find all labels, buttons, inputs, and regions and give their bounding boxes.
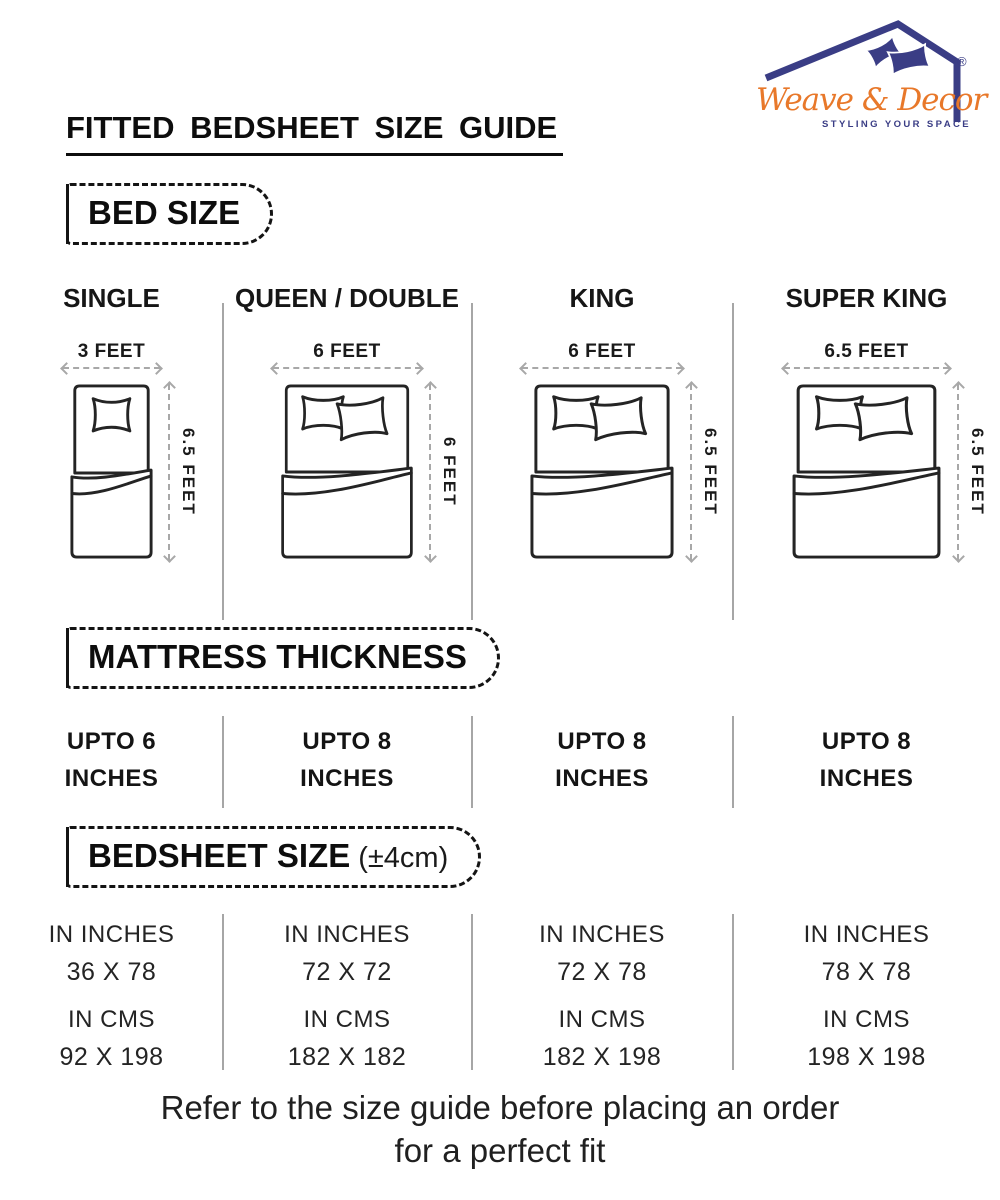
tolerance-note: (±4cm) bbox=[358, 842, 449, 874]
sheet-inches-label: IN INCHES bbox=[48, 921, 175, 948]
column-divider bbox=[732, 716, 734, 808]
bed-column-single bbox=[0, 283, 223, 623]
bed-height-label: 6.5 FEET bbox=[968, 428, 987, 516]
sheet-inches-label: IN INCHES bbox=[284, 921, 410, 948]
sheet-inches-label: IN INCHES bbox=[803, 921, 930, 948]
sheet-cms-value: 92 X 198 bbox=[59, 1043, 164, 1071]
bed-height-label: 6.5 FEET bbox=[179, 428, 198, 516]
bed-column-king bbox=[471, 283, 733, 623]
height-arrow bbox=[690, 384, 692, 560]
column-divider bbox=[222, 914, 224, 1070]
bed-width-label: 6 FEET bbox=[313, 341, 381, 362]
bed-name: SINGLE bbox=[63, 283, 160, 313]
sheet-size-king bbox=[471, 908, 733, 1072]
bed-name: QUEEN / DOUBLE bbox=[235, 283, 459, 313]
sheet-inches-value: 72 X 78 bbox=[557, 958, 647, 986]
sheet-cms-label: IN CMS bbox=[68, 1006, 155, 1033]
bedsheet-size-section bbox=[0, 908, 1000, 1072]
footer-line-2: for a perfect fit bbox=[394, 1132, 606, 1169]
sheet-cms-value: 182 X 182 bbox=[287, 1043, 407, 1071]
mattress-value-super-king: UPTO 8 INCHES bbox=[819, 728, 914, 792]
sheet-inches-value: 78 X 78 bbox=[821, 958, 912, 986]
sheet-cms-value: 182 X 198 bbox=[542, 1043, 662, 1071]
width-arrow bbox=[273, 367, 421, 369]
mattress-thickness-section bbox=[0, 712, 1000, 808]
column-divider bbox=[732, 914, 734, 1070]
bed-height-label: 6.5 FEET bbox=[701, 428, 720, 516]
sheet-cms-label: IN CMS bbox=[823, 1006, 910, 1033]
bed-column-queen-double bbox=[223, 283, 471, 623]
bed-diagram-double bbox=[279, 384, 415, 560]
footer-line-1: Refer to the size guide before placing an order bbox=[160, 1089, 840, 1126]
mattress-value-single: UPTO 6 INCHES bbox=[64, 728, 159, 792]
sheet-inches-value: 36 X 78 bbox=[66, 958, 157, 986]
sheet-cms-value: 198 X 198 bbox=[807, 1043, 926, 1071]
height-arrow bbox=[168, 384, 170, 560]
section-label-bedsheet-size: BEDSHEET SIZE (±4cm) bbox=[66, 826, 481, 888]
sheet-size-super-king bbox=[733, 908, 1000, 1072]
width-arrow bbox=[784, 367, 949, 369]
width-arrow bbox=[63, 367, 160, 369]
bed-name: KING bbox=[569, 283, 635, 313]
bed-diagram-double bbox=[790, 384, 943, 560]
bed-height-label: 6 FEET bbox=[440, 437, 459, 507]
bed-width-label: 6 FEET bbox=[568, 341, 636, 362]
column-divider bbox=[471, 914, 473, 1070]
column-divider bbox=[222, 716, 224, 808]
width-arrow bbox=[522, 367, 682, 369]
sheet-size-queen-double bbox=[223, 908, 471, 1072]
bed-width-label: 3 FEET bbox=[77, 341, 146, 362]
registered-mark: ® bbox=[957, 54, 967, 69]
bed-diagram-single bbox=[69, 384, 154, 560]
footer-note bbox=[0, 1086, 1000, 1172]
column-divider bbox=[471, 716, 473, 808]
bed-column-super-king bbox=[733, 283, 1000, 623]
sheet-cms-label: IN CMS bbox=[558, 1006, 646, 1033]
bed-size-section bbox=[0, 283, 1000, 623]
bed-name: SUPER KING bbox=[785, 283, 948, 313]
bed-diagram-double bbox=[528, 384, 676, 560]
sheet-inches-label: IN INCHES bbox=[539, 921, 665, 948]
sheet-inches-value: 72 X 72 bbox=[302, 958, 392, 986]
brand-tagline: STYLING YOUR SPACE bbox=[822, 119, 971, 130]
bed-width-label: 6.5 FEET bbox=[824, 341, 909, 362]
height-arrow bbox=[957, 384, 959, 560]
mattress-value-queen-double: UPTO 8 INCHES bbox=[300, 728, 394, 792]
brand-logo bbox=[738, 14, 987, 134]
sheet-size-single bbox=[0, 908, 223, 1072]
section-label-mattress-thickness: MATTRESS THICKNESS bbox=[66, 627, 500, 689]
page-title: FITTED BEDSHEET SIZE GUIDE bbox=[66, 110, 563, 156]
mattress-value-king: UPTO 8 INCHES bbox=[555, 728, 649, 792]
height-arrow bbox=[429, 384, 431, 560]
sheet-cms-label: IN CMS bbox=[303, 1006, 391, 1033]
section-label-bed-size: BED SIZE bbox=[66, 183, 273, 245]
brand-name: Weave & Decor bbox=[756, 82, 987, 118]
